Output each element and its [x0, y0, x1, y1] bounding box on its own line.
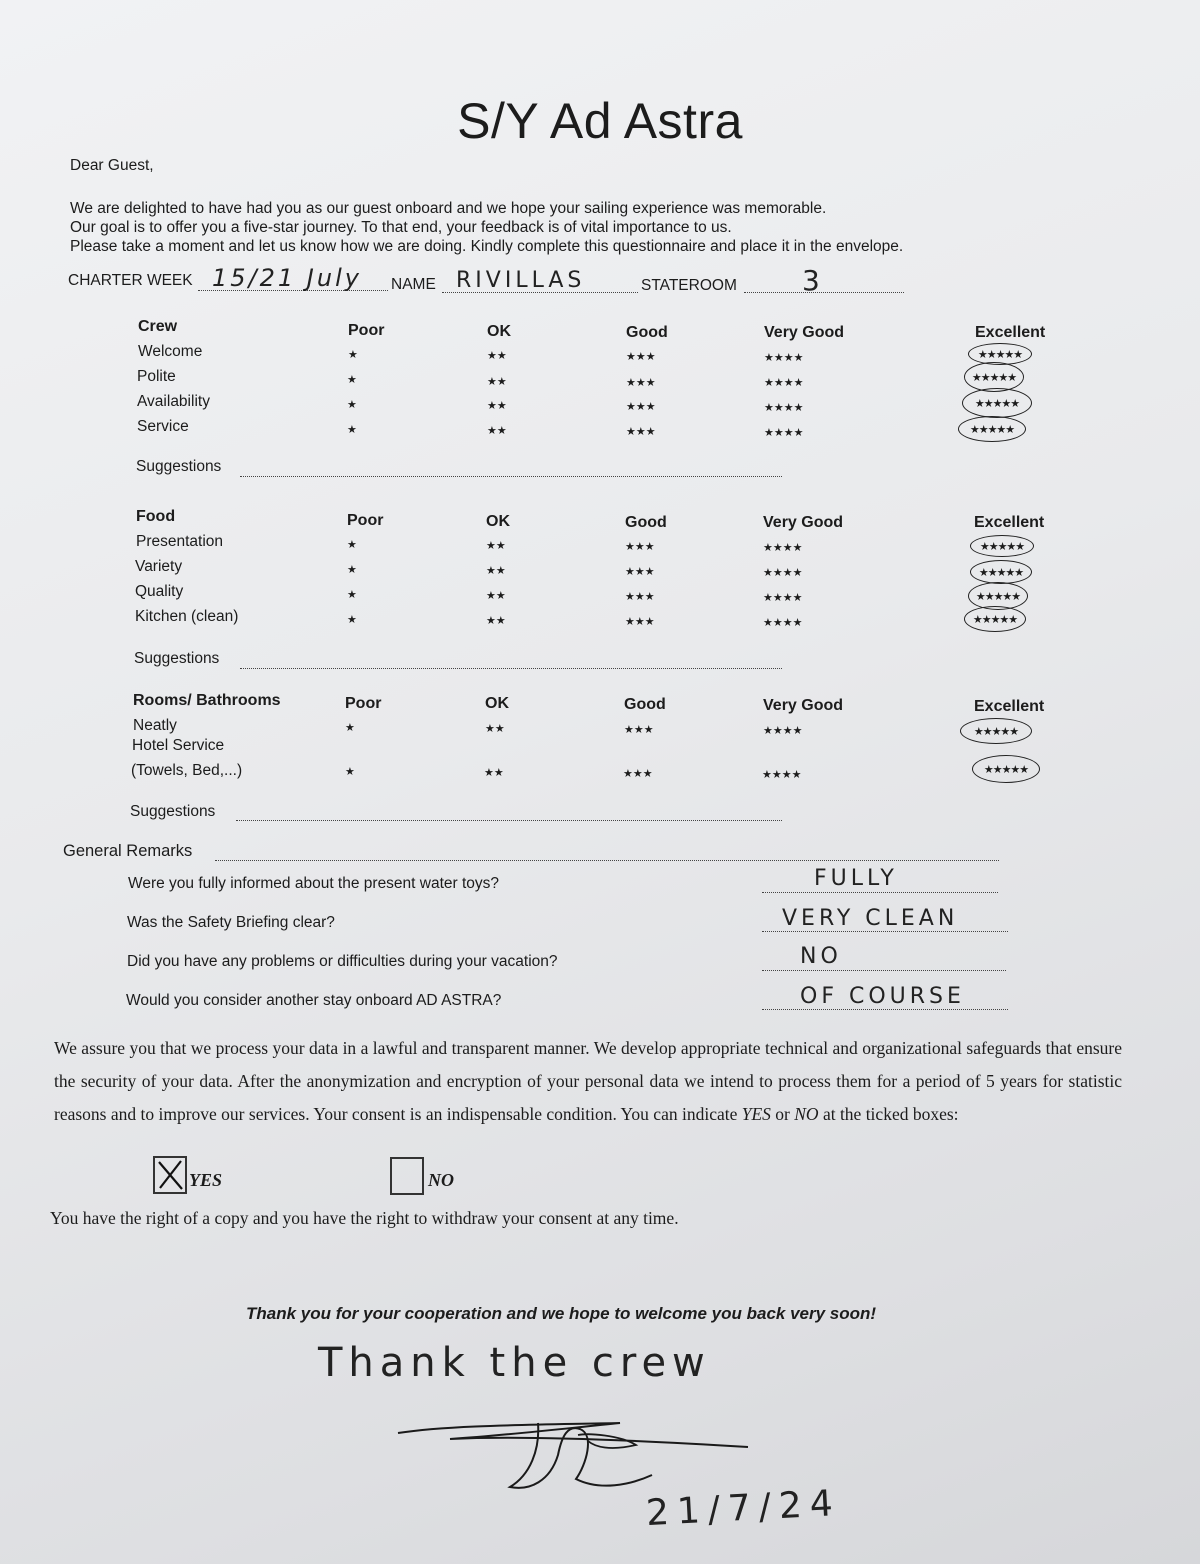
- crew-welcome-good[interactable]: ★★★: [626, 351, 656, 363]
- crew-availability-ok[interactable]: ★★: [487, 400, 507, 412]
- rooms-col-excellent: Excellent: [974, 698, 1045, 715]
- food-col-excellent: Excellent: [974, 514, 1045, 531]
- consent-yes-label: YES: [189, 1170, 223, 1190]
- rooms-item-towels: (Towels, Bed,...): [131, 762, 243, 779]
- crew-service-ok[interactable]: ★★: [487, 425, 507, 437]
- name-value[interactable]: RIVILLAS: [456, 268, 586, 293]
- crew-service-very-good[interactable]: ★★★★: [764, 427, 804, 439]
- food-col-good: Good: [625, 514, 667, 531]
- consent-yes-checkbox[interactable]: [153, 1156, 187, 1194]
- rooms-neatly-very-good[interactable]: ★★★★: [763, 725, 803, 737]
- rooms-col-poor: Poor: [345, 695, 382, 712]
- food-kitchen-excellent-circled[interactable]: ★★★★★: [964, 606, 1026, 632]
- food-presentation-excellent-circled[interactable]: ★★★★★: [970, 535, 1034, 557]
- food-variety-good[interactable]: ★★★: [625, 566, 655, 578]
- general-remarks-label: General Remarks: [63, 842, 193, 860]
- crew-col-excellent: Excellent: [975, 324, 1046, 341]
- food-quality-very-good[interactable]: ★★★★: [763, 592, 803, 604]
- food-presentation-very-good[interactable]: ★★★★: [763, 542, 803, 554]
- rooms-col-ok: OK: [485, 695, 509, 712]
- rooms-hotel-good[interactable]: ★★★: [623, 768, 653, 780]
- food-variety-poor[interactable]: ★: [347, 564, 357, 576]
- crew-welcome-poor[interactable]: ★: [348, 349, 358, 361]
- stateroom-line: [744, 292, 904, 293]
- food-variety-excellent-circled[interactable]: ★★★★★: [970, 560, 1032, 584]
- food-presentation-poor[interactable]: ★: [347, 539, 357, 551]
- check-x-icon: [155, 1158, 185, 1192]
- crew-suggestions-line[interactable]: [240, 476, 782, 477]
- question-another-stay: Would you consider another stay onboard AD ASTRA?: [126, 992, 502, 1009]
- answer-problems[interactable]: NO: [800, 944, 842, 969]
- crew-item-availability: Availability: [137, 393, 210, 410]
- rooms-heading: Rooms/ Bathrooms: [133, 692, 281, 709]
- crew-polite-good[interactable]: ★★★: [626, 377, 656, 389]
- rooms-col-good: Good: [624, 696, 666, 713]
- food-item-variety: Variety: [135, 558, 183, 575]
- food-heading: Food: [136, 508, 176, 525]
- consent-no-checkbox[interactable]: [390, 1157, 424, 1195]
- food-col-poor: Poor: [347, 512, 384, 529]
- privacy-paragraph: We assure you that we process your data in a lawful and transparent manner. We develop appropriate technical and organizational safeguards that ensure the security of your data. After the anonymization and encryption of your personal data we intend to process them for a period of 5 years for statistic reasons and to improve our services. Your consent is an indispensable condition. You can indicate YES or NO at the ticked boxes:: [54, 1038, 1122, 1124]
- answer-line-water-toys: [762, 892, 998, 893]
- answer-line-safety-briefing: [762, 931, 1008, 932]
- crew-col-very-good: Very Good: [764, 324, 845, 341]
- name-label: NAME: [391, 276, 436, 293]
- general-remarks-line[interactable]: [215, 860, 999, 861]
- answer-line-problems: [762, 970, 1006, 971]
- food-variety-ok[interactable]: ★★: [486, 565, 506, 577]
- question-safety-briefing: Was the Safety Briefing clear?: [127, 914, 335, 931]
- rooms-neatly-excellent-circled[interactable]: ★★★★★: [960, 718, 1032, 744]
- charter-week-value[interactable]: 15/21 July: [212, 264, 362, 292]
- crew-availability-good[interactable]: ★★★: [626, 401, 656, 413]
- food-quality-good[interactable]: ★★★: [625, 591, 655, 603]
- rooms-suggestions-line[interactable]: [236, 820, 782, 821]
- charter-week-label: CHARTER WEEK: [68, 272, 193, 289]
- rooms-col-very-good: Very Good: [763, 697, 844, 714]
- food-kitchen-very-good[interactable]: ★★★★: [763, 617, 803, 629]
- food-presentation-good[interactable]: ★★★: [625, 541, 655, 553]
- food-item-quality: Quality: [135, 583, 184, 600]
- answer-line-another-stay: [762, 1009, 1008, 1010]
- consent-no-label: NO: [428, 1170, 454, 1190]
- crew-availability-very-good[interactable]: ★★★★: [764, 402, 804, 414]
- rooms-suggestions-label: Suggestions: [130, 803, 216, 820]
- page-title: S/Y Ad Astra: [457, 93, 743, 149]
- crew-service-excellent-circled[interactable]: ★★★★★: [958, 416, 1026, 442]
- intro-line-2: Our goal is to offer you a five-star journey. To that end, your feedback is of vital importance to us.: [70, 219, 732, 236]
- food-kitchen-ok[interactable]: ★★: [486, 615, 506, 627]
- rooms-item-hotel-service: Hotel Service: [132, 737, 225, 754]
- crew-col-ok: OK: [487, 323, 511, 340]
- crew-availability-poor[interactable]: ★: [347, 399, 357, 411]
- crew-availability-excellent-circled[interactable]: ★★★★★: [962, 388, 1032, 418]
- food-variety-very-good[interactable]: ★★★★: [763, 567, 803, 579]
- crew-polite-poor[interactable]: ★: [347, 374, 357, 386]
- crew-service-good[interactable]: ★★★: [626, 426, 656, 438]
- crew-polite-ok[interactable]: ★★: [487, 376, 507, 388]
- rooms-hotel-ok[interactable]: ★★: [484, 767, 504, 779]
- signature-date: 21/7/24: [645, 1482, 842, 1535]
- food-suggestions-line[interactable]: [240, 668, 782, 669]
- food-kitchen-poor[interactable]: ★: [347, 614, 357, 626]
- rooms-neatly-poor[interactable]: ★: [345, 722, 355, 734]
- food-kitchen-good[interactable]: ★★★: [625, 616, 655, 628]
- crew-item-welcome: Welcome: [138, 343, 203, 360]
- rights-statement: You have the right of a copy and you have the right to withdraw your consent at any time.: [50, 1208, 679, 1228]
- crew-item-polite: Polite: [137, 368, 176, 385]
- crew-service-poor[interactable]: ★: [347, 424, 357, 436]
- stateroom-value[interactable]: 3: [802, 264, 824, 297]
- food-presentation-ok[interactable]: ★★: [486, 540, 506, 552]
- handwritten-note: Thank the crew: [318, 1340, 711, 1386]
- crew-polite-very-good[interactable]: ★★★★: [764, 377, 804, 389]
- rooms-hotel-very-good[interactable]: ★★★★: [762, 769, 802, 781]
- crew-welcome-excellent-circled[interactable]: ★★★★★: [968, 343, 1032, 365]
- crew-item-service: Service: [137, 418, 189, 435]
- food-quality-poor[interactable]: ★: [347, 589, 357, 601]
- rooms-item-neatly: Neatly: [133, 717, 177, 734]
- intro-line-3: Please take a moment and let us know how we are doing. Kindly complete this questionnaire and place it in the envelope.: [70, 238, 904, 255]
- signature-drawing: [390, 1395, 770, 1505]
- crew-polite-excellent-circled[interactable]: ★★★★★: [964, 362, 1024, 392]
- rooms-hotel-excellent-circled[interactable]: ★★★★★: [972, 755, 1040, 783]
- food-item-kitchen: Kitchen (clean): [135, 608, 239, 625]
- question-problems: Did you have any problems or difficulties during your vacation?: [127, 953, 558, 970]
- question-water-toys: Were you fully informed about the present water toys?: [128, 875, 500, 892]
- food-col-very-good: Very Good: [763, 514, 844, 531]
- food-suggestions-label: Suggestions: [134, 650, 220, 667]
- food-quality-ok[interactable]: ★★: [486, 590, 506, 602]
- rooms-neatly-good[interactable]: ★★★: [624, 724, 654, 736]
- crew-col-poor: Poor: [348, 322, 385, 339]
- greeting: Dear Guest,: [70, 157, 154, 174]
- crew-welcome-very-good[interactable]: ★★★★: [764, 352, 804, 364]
- answer-safety-briefing[interactable]: VERY CLEAN: [782, 906, 959, 931]
- crew-heading: Crew: [138, 318, 178, 335]
- food-item-presentation: Presentation: [136, 533, 224, 550]
- stateroom-label: STATEROOM: [641, 277, 737, 294]
- food-col-ok: OK: [486, 513, 510, 530]
- rooms-neatly-ok[interactable]: ★★: [485, 723, 505, 735]
- answer-another-stay[interactable]: OF COURSE: [800, 984, 965, 1009]
- crew-welcome-ok[interactable]: ★★: [487, 350, 507, 362]
- crew-col-good: Good: [626, 324, 668, 341]
- intro-line-1: We are delighted to have had you as our guest onboard and we hope your sailing experience was memorable.: [70, 200, 827, 217]
- crew-suggestions-label: Suggestions: [136, 458, 222, 475]
- thank-you-footer: Thank you for your cooperation and we hope to welcome you back very soon!: [246, 1304, 877, 1323]
- answer-water-toys[interactable]: FULLY: [814, 866, 898, 891]
- rooms-hotel-poor[interactable]: ★: [345, 766, 355, 778]
- food-quality-excellent-circled[interactable]: ★★★★★: [968, 582, 1028, 610]
